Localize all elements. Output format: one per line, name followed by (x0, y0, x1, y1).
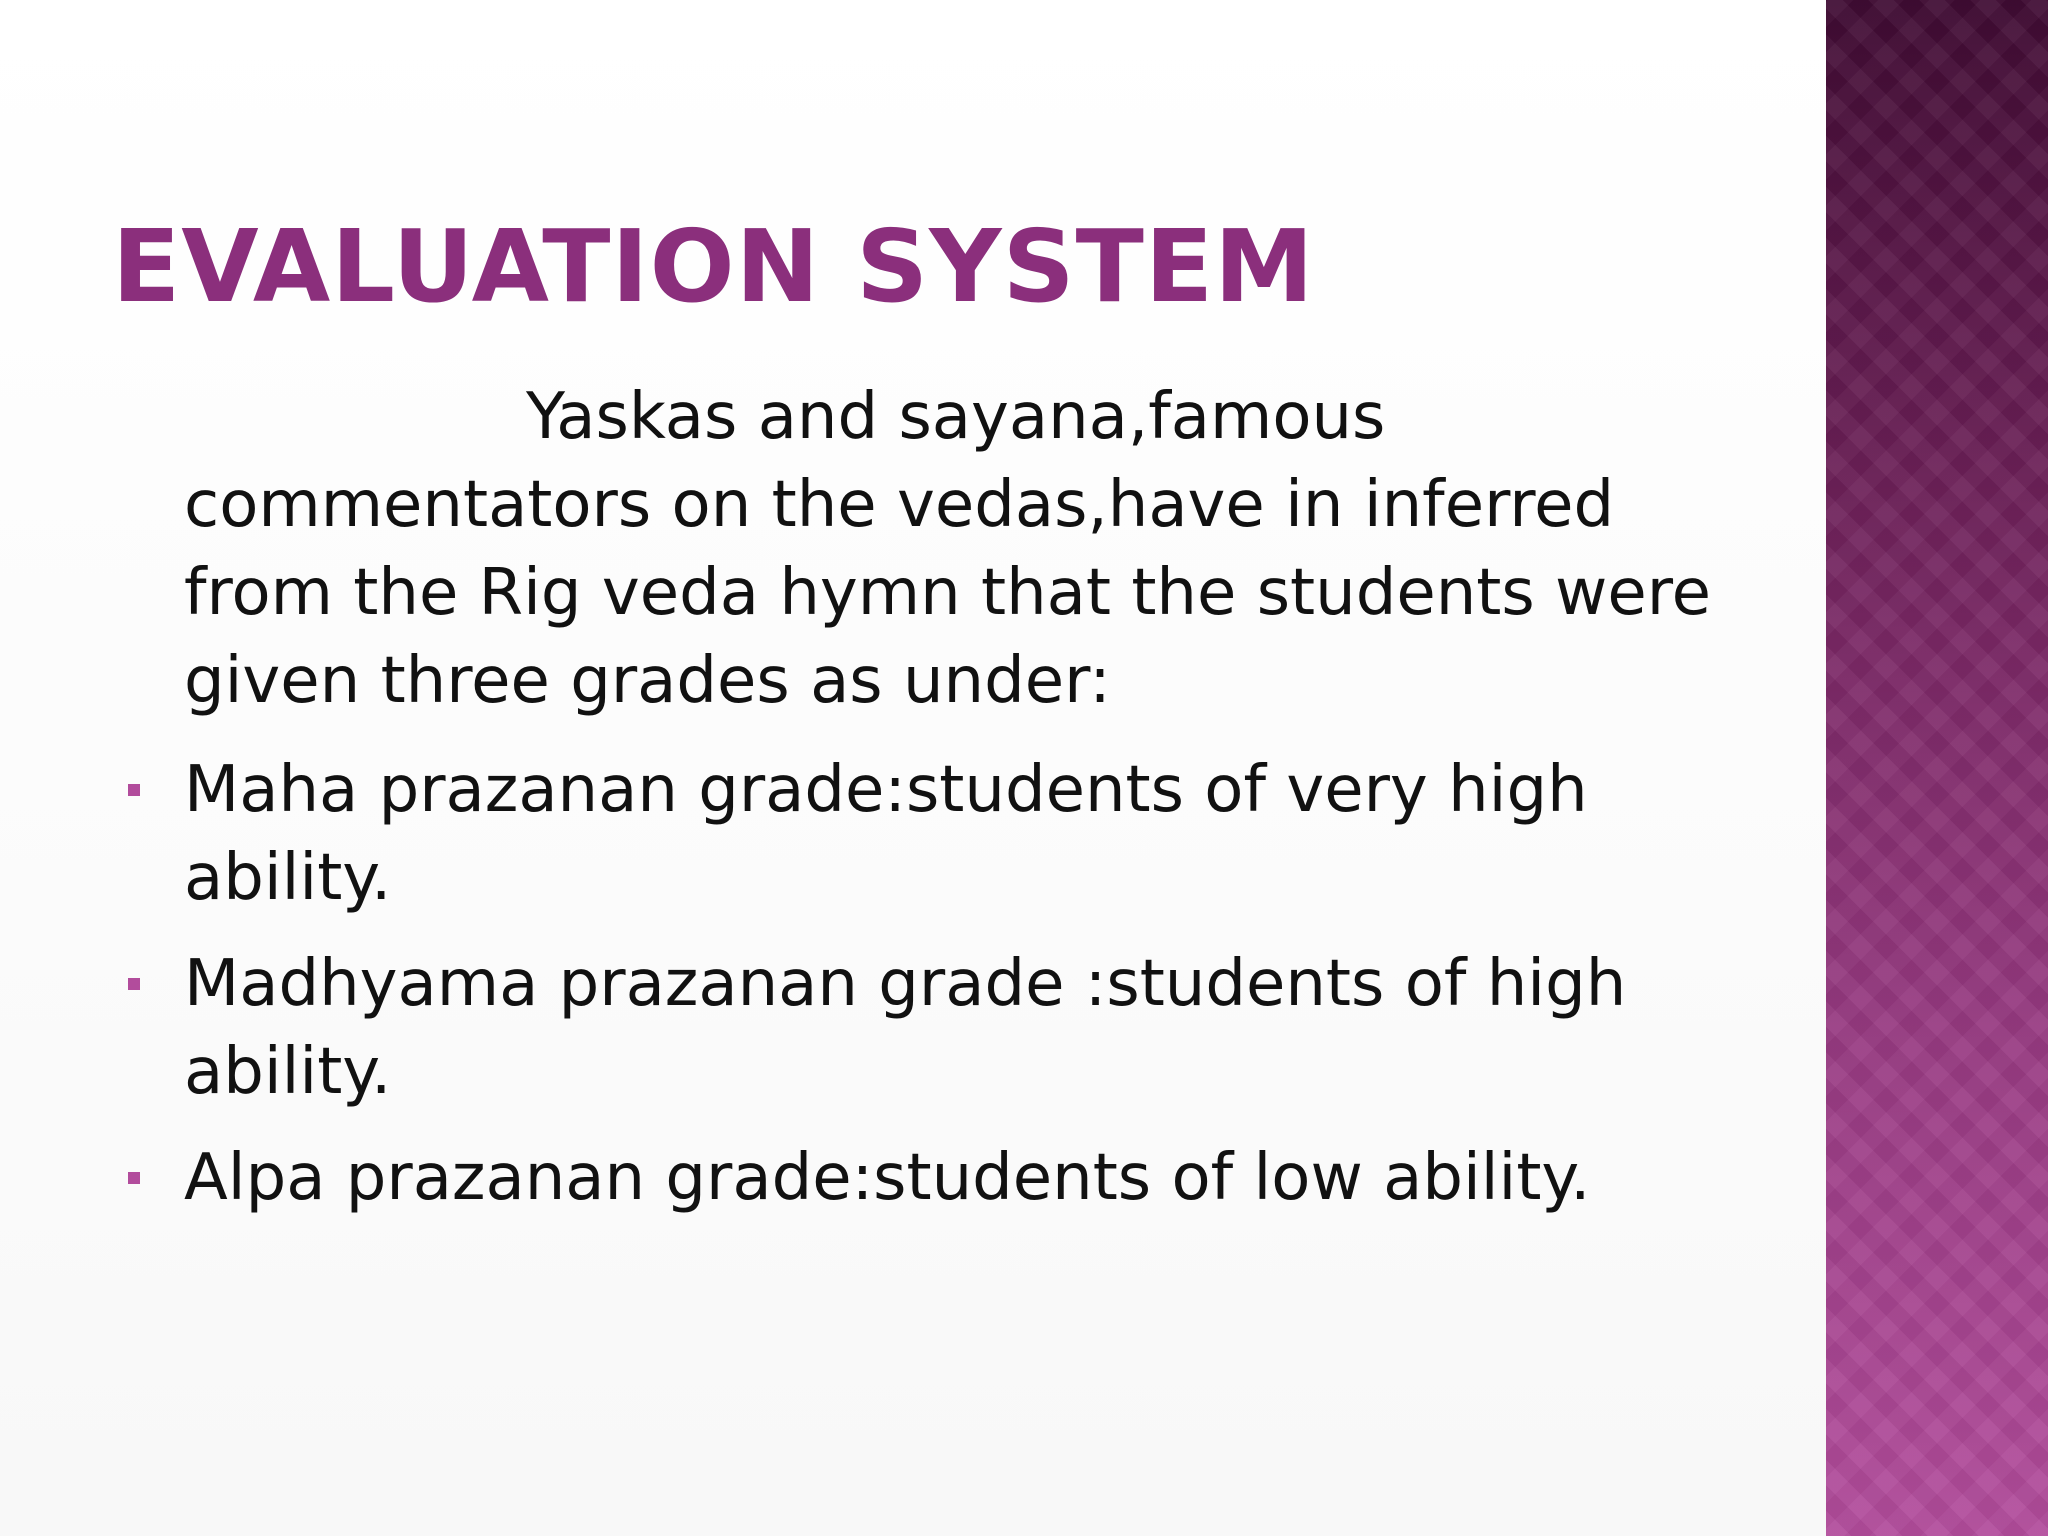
square-bullet-icon (128, 978, 140, 990)
list-item (184, 1134, 1744, 1222)
slide-title: EVALUATION SYSTEM (112, 208, 1315, 325)
list-item-text: Maha prazanan grade:students of very high ability. (184, 753, 1588, 915)
grade-list (184, 746, 1744, 1240)
square-bullet-icon (128, 1172, 140, 1184)
list-item (184, 746, 1744, 922)
list-item (184, 940, 1744, 1116)
decorative-side-band (1826, 0, 2048, 1536)
list-item-text: Alpa prazanan grade:students of low ability. (184, 1141, 1591, 1215)
square-bullet-icon (128, 784, 140, 796)
intro-paragraph: Yaskas and sayana,famous commentators on the vedas,have in inferred from the Rig veda hymn that the students were given three grades as under: (184, 380, 1712, 718)
list-item-text: Madhyama prazanan grade :students of high ability. (184, 947, 1627, 1109)
